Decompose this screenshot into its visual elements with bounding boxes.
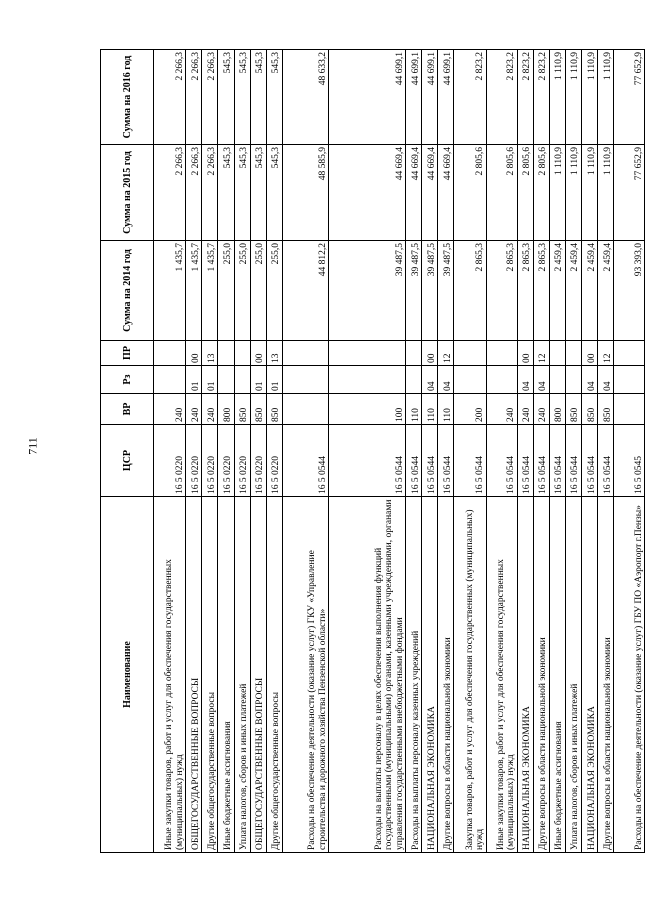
cell-pr	[406, 341, 422, 366]
cell-csr: 16 5 0545	[614, 425, 645, 497]
cell-vr: 240	[154, 394, 186, 425]
cell-rz: 01	[202, 366, 218, 394]
cell-y2015: 2 805,6	[533, 145, 549, 241]
table-row	[533, 50, 549, 853]
cell-y2016: 2 823,2	[533, 50, 549, 145]
cell-name: НАЦИОНАЛЬНАЯ ЭКОНОМИКА	[422, 497, 438, 853]
cell-vr: 240	[202, 394, 218, 425]
cell-y2014: 255,0	[218, 241, 234, 341]
cell-vr: 100	[329, 394, 406, 425]
cell-name: Расходы на обеспечение деятельности (оказание услуг) ГБУ ПО «Аэропорт г.Пензы»	[614, 497, 645, 853]
cell-rz: 04	[438, 366, 454, 394]
cell-y2015: 44 669,4	[422, 145, 438, 241]
cell-name: Другие вопросы в области национальной экономики	[438, 497, 454, 853]
cell-csr: 16 5 0544	[329, 425, 406, 497]
cell-pr: 12	[598, 341, 614, 366]
table-row	[202, 50, 218, 853]
cell-y2015: 545,3	[234, 145, 250, 241]
table-row	[438, 50, 454, 853]
cell-vr: 800	[549, 394, 565, 425]
cell-y2016: 545,3	[218, 50, 234, 145]
cell-pr: 13	[266, 341, 282, 366]
header-pr: ПР	[101, 341, 154, 366]
cell-pr: 00	[581, 341, 597, 366]
cell-pr	[329, 341, 406, 366]
cell-name: Иные закупки товаров, работ и услуг для обеспечения государственных (муниципальных) нужд	[154, 497, 186, 853]
cell-y2016: 44 699,1	[422, 50, 438, 145]
cell-rz	[218, 366, 234, 394]
cell-y2016: 48 633,2	[282, 50, 328, 145]
cell-vr: 850	[234, 394, 250, 425]
cell-rz	[486, 366, 517, 394]
cell-pr: 12	[438, 341, 454, 366]
cell-pr	[218, 341, 234, 366]
cell-rz: 01	[250, 366, 266, 394]
cell-y2014: 39 487,5	[406, 241, 422, 341]
cell-y2014: 39 487,5	[422, 241, 438, 341]
cell-y2015: 545,3	[266, 145, 282, 241]
cell-vr: 110	[438, 394, 454, 425]
cell-y2014: 2 865,3	[533, 241, 549, 341]
cell-y2014: 39 487,5	[329, 241, 406, 341]
header-row	[101, 50, 154, 853]
table-row	[486, 50, 517, 853]
cell-csr: 16 5 0220	[250, 425, 266, 497]
cell-csr: 16 5 0220	[154, 425, 186, 497]
cell-y2016: 2 823,2	[454, 50, 486, 145]
cell-y2014: 255,0	[250, 241, 266, 341]
cell-pr	[549, 341, 565, 366]
cell-name: Другие вопросы в области национальной экономики	[598, 497, 614, 853]
header-vr: ВР	[101, 394, 154, 425]
table-row	[234, 50, 250, 853]
table-row	[517, 50, 533, 853]
cell-y2014: 1 435,7	[154, 241, 186, 341]
cell-y2014: 255,0	[234, 241, 250, 341]
cell-rz	[454, 366, 486, 394]
cell-name: Расходы на выплаты персоналу казенных учреждений	[406, 497, 422, 853]
header-2016: Сумма на 2016 год	[101, 50, 154, 145]
cell-name: Иные бюджетные ассигнования	[218, 497, 234, 853]
cell-y2015: 1 110,9	[549, 145, 565, 241]
cell-csr: 16 5 0544	[598, 425, 614, 497]
cell-vr: 240	[517, 394, 533, 425]
cell-csr: 16 5 0220	[202, 425, 218, 497]
cell-pr	[234, 341, 250, 366]
budget-table	[100, 49, 645, 853]
cell-name: НАЦИОНАЛЬНАЯ ЭКОНОМИКА	[517, 497, 533, 853]
header-2014: Сумма на 2014 год	[101, 241, 154, 341]
table-row	[598, 50, 614, 853]
table-row	[266, 50, 282, 853]
cell-csr: 16 5 0544	[517, 425, 533, 497]
cell-rz	[549, 366, 565, 394]
cell-csr: 16 5 0544	[422, 425, 438, 497]
cell-csr: 16 5 0544	[549, 425, 565, 497]
cell-y2016: 1 110,9	[565, 50, 581, 145]
cell-y2016: 2 266,3	[154, 50, 186, 145]
cell-y2014: 2 865,3	[454, 241, 486, 341]
cell-vr: 110	[422, 394, 438, 425]
cell-name: ОБЩЕГОСУДАРСТВЕННЫЕ ВОПРОСЫ	[186, 497, 202, 853]
table-row	[329, 50, 406, 853]
cell-y2015: 1 110,9	[598, 145, 614, 241]
cell-y2015: 545,3	[218, 145, 234, 241]
cell-y2014: 2 459,4	[565, 241, 581, 341]
cell-pr	[154, 341, 186, 366]
cell-y2015: 44 669,4	[406, 145, 422, 241]
cell-csr: 16 5 0544	[581, 425, 597, 497]
cell-rz: 04	[581, 366, 597, 394]
cell-csr: 16 5 0220	[234, 425, 250, 497]
table-row	[581, 50, 597, 853]
header-rz: Рз	[101, 366, 154, 394]
cell-vr: 240	[533, 394, 549, 425]
cell-vr: 110	[406, 394, 422, 425]
cell-pr: 13	[202, 341, 218, 366]
cell-y2015: 1 110,9	[565, 145, 581, 241]
cell-y2016: 77 652,9	[614, 50, 645, 145]
cell-rz	[565, 366, 581, 394]
cell-vr: 850	[598, 394, 614, 425]
cell-rz	[234, 366, 250, 394]
cell-y2014: 2 865,3	[517, 241, 533, 341]
cell-csr: 16 5 0220	[186, 425, 202, 497]
cell-rz: 04	[533, 366, 549, 394]
cell-vr: 240	[486, 394, 517, 425]
table-row	[154, 50, 186, 853]
cell-y2015: 44 669,4	[329, 145, 406, 241]
cell-pr: 00	[422, 341, 438, 366]
cell-name: Другие общегосударственные вопросы	[266, 497, 282, 853]
cell-rz	[329, 366, 406, 394]
cell-y2016: 545,3	[234, 50, 250, 145]
cell-vr	[614, 394, 645, 425]
cell-rz: 04	[517, 366, 533, 394]
header-2015: Сумма на 2015 год	[101, 145, 154, 241]
cell-y2016: 44 699,1	[406, 50, 422, 145]
cell-y2016: 1 110,9	[598, 50, 614, 145]
cell-csr: 16 5 0544	[533, 425, 549, 497]
table-row	[614, 50, 645, 853]
table-row	[250, 50, 266, 853]
cell-rz: 04	[598, 366, 614, 394]
cell-y2014: 2 459,4	[549, 241, 565, 341]
cell-y2015: 2 805,6	[454, 145, 486, 241]
cell-pr: 00	[517, 341, 533, 366]
cell-y2014: 255,0	[266, 241, 282, 341]
cell-y2014: 1 435,7	[186, 241, 202, 341]
cell-y2015: 2 266,3	[186, 145, 202, 241]
cell-y2016: 44 699,1	[438, 50, 454, 145]
cell-csr: 16 5 0544	[565, 425, 581, 497]
cell-csr: 16 5 0544	[282, 425, 328, 497]
cell-pr	[614, 341, 645, 366]
cell-y2016: 1 110,9	[549, 50, 565, 145]
cell-pr	[486, 341, 517, 366]
table-row	[454, 50, 486, 853]
cell-y2016: 545,3	[266, 50, 282, 145]
cell-y2016: 44 699,1	[329, 50, 406, 145]
cell-name: ОБЩЕГОСУДАРСТВЕННЫЕ ВОПРОСЫ	[250, 497, 266, 853]
cell-pr: 00	[250, 341, 266, 366]
cell-y2014: 44 812,2	[282, 241, 328, 341]
table-body	[154, 50, 645, 853]
cell-y2015: 2 805,6	[486, 145, 517, 241]
cell-y2014: 93 393,0	[614, 241, 645, 341]
table-row	[218, 50, 234, 853]
cell-name: Уплата налогов, сборов и иных платежей	[234, 497, 250, 853]
cell-csr: 16 5 0544	[406, 425, 422, 497]
cell-vr: 850	[266, 394, 282, 425]
cell-name: Расходы на обеспечение деятельности (оказание услуг) ГКУ «Управление строительства и дорожного хозяйства Пензенской области»	[282, 497, 328, 853]
cell-y2016: 2 266,3	[202, 50, 218, 145]
cell-y2014: 2 459,4	[581, 241, 597, 341]
cell-pr: 12	[533, 341, 549, 366]
table-row	[565, 50, 581, 853]
cell-y2014: 1 435,7	[202, 241, 218, 341]
cell-pr	[282, 341, 328, 366]
cell-rz	[406, 366, 422, 394]
cell-rz	[154, 366, 186, 394]
cell-csr: 16 5 0544	[438, 425, 454, 497]
cell-y2014: 2 865,3	[486, 241, 517, 341]
table-row	[406, 50, 422, 853]
cell-pr	[565, 341, 581, 366]
table-row	[422, 50, 438, 853]
cell-vr: 850	[565, 394, 581, 425]
cell-y2016: 545,3	[250, 50, 266, 145]
cell-csr: 16 5 0544	[486, 425, 517, 497]
table-row	[282, 50, 328, 853]
cell-vr: 850	[250, 394, 266, 425]
cell-csr: 16 5 0220	[266, 425, 282, 497]
cell-y2015: 545,3	[250, 145, 266, 241]
cell-name: Другие общегосударственные вопросы	[202, 497, 218, 853]
cell-name: Другие вопросы в области национальной экономики	[533, 497, 549, 853]
cell-y2015: 2 805,6	[517, 145, 533, 241]
cell-rz	[282, 366, 328, 394]
cell-rz: 01	[186, 366, 202, 394]
cell-y2015: 2 266,3	[202, 145, 218, 241]
cell-name: НАЦИОНАЛЬНАЯ ЭКОНОМИКА	[581, 497, 597, 853]
cell-y2015: 1 110,9	[581, 145, 597, 241]
cell-y2015: 77 652,9	[614, 145, 645, 241]
table-row	[186, 50, 202, 853]
cell-y2014: 2 459,4	[598, 241, 614, 341]
cell-name: Закупка товаров, работ и услуг для обеспечения государственных (муниципальных) нужд	[454, 497, 486, 853]
cell-name: Расходы на выплаты персоналу в целях обеспечения выполнения функций государственными (муниципальными) органами, казенными учреждениями, органами управления государственными внебюджетными фондами	[329, 497, 406, 853]
cell-csr: 16 5 0220	[218, 425, 234, 497]
header-name: Наименование	[101, 497, 154, 853]
page-number: 711	[25, 437, 40, 455]
cell-y2015: 44 669,4	[438, 145, 454, 241]
cell-rz	[614, 366, 645, 394]
cell-vr: 800	[218, 394, 234, 425]
cell-vr	[282, 394, 328, 425]
cell-rz: 01	[266, 366, 282, 394]
cell-vr: 200	[454, 394, 486, 425]
cell-name: Уплата налогов, сборов и иных платежей	[565, 497, 581, 853]
header-csr: ЦСР	[101, 425, 154, 497]
cell-y2015: 48 585,9	[282, 145, 328, 241]
table-row	[549, 50, 565, 853]
cell-y2014: 39 487,5	[438, 241, 454, 341]
cell-csr: 16 5 0544	[454, 425, 486, 497]
cell-vr: 240	[186, 394, 202, 425]
cell-y2016: 2 266,3	[186, 50, 202, 145]
cell-y2016: 1 110,9	[581, 50, 597, 145]
cell-rz: 04	[422, 366, 438, 394]
cell-name: Иные закупки товаров, работ и услуг для обеспечения государственных (муниципальных) нужд	[486, 497, 517, 853]
cell-y2015: 2 266,3	[154, 145, 186, 241]
cell-vr: 850	[581, 394, 597, 425]
cell-y2016: 2 823,2	[517, 50, 533, 145]
cell-name: Иные бюджетные ассигнования	[549, 497, 565, 853]
cell-y2016: 2 823,2	[486, 50, 517, 145]
rotated-page	[100, 50, 645, 853]
cell-pr: 00	[186, 341, 202, 366]
cell-pr	[454, 341, 486, 366]
